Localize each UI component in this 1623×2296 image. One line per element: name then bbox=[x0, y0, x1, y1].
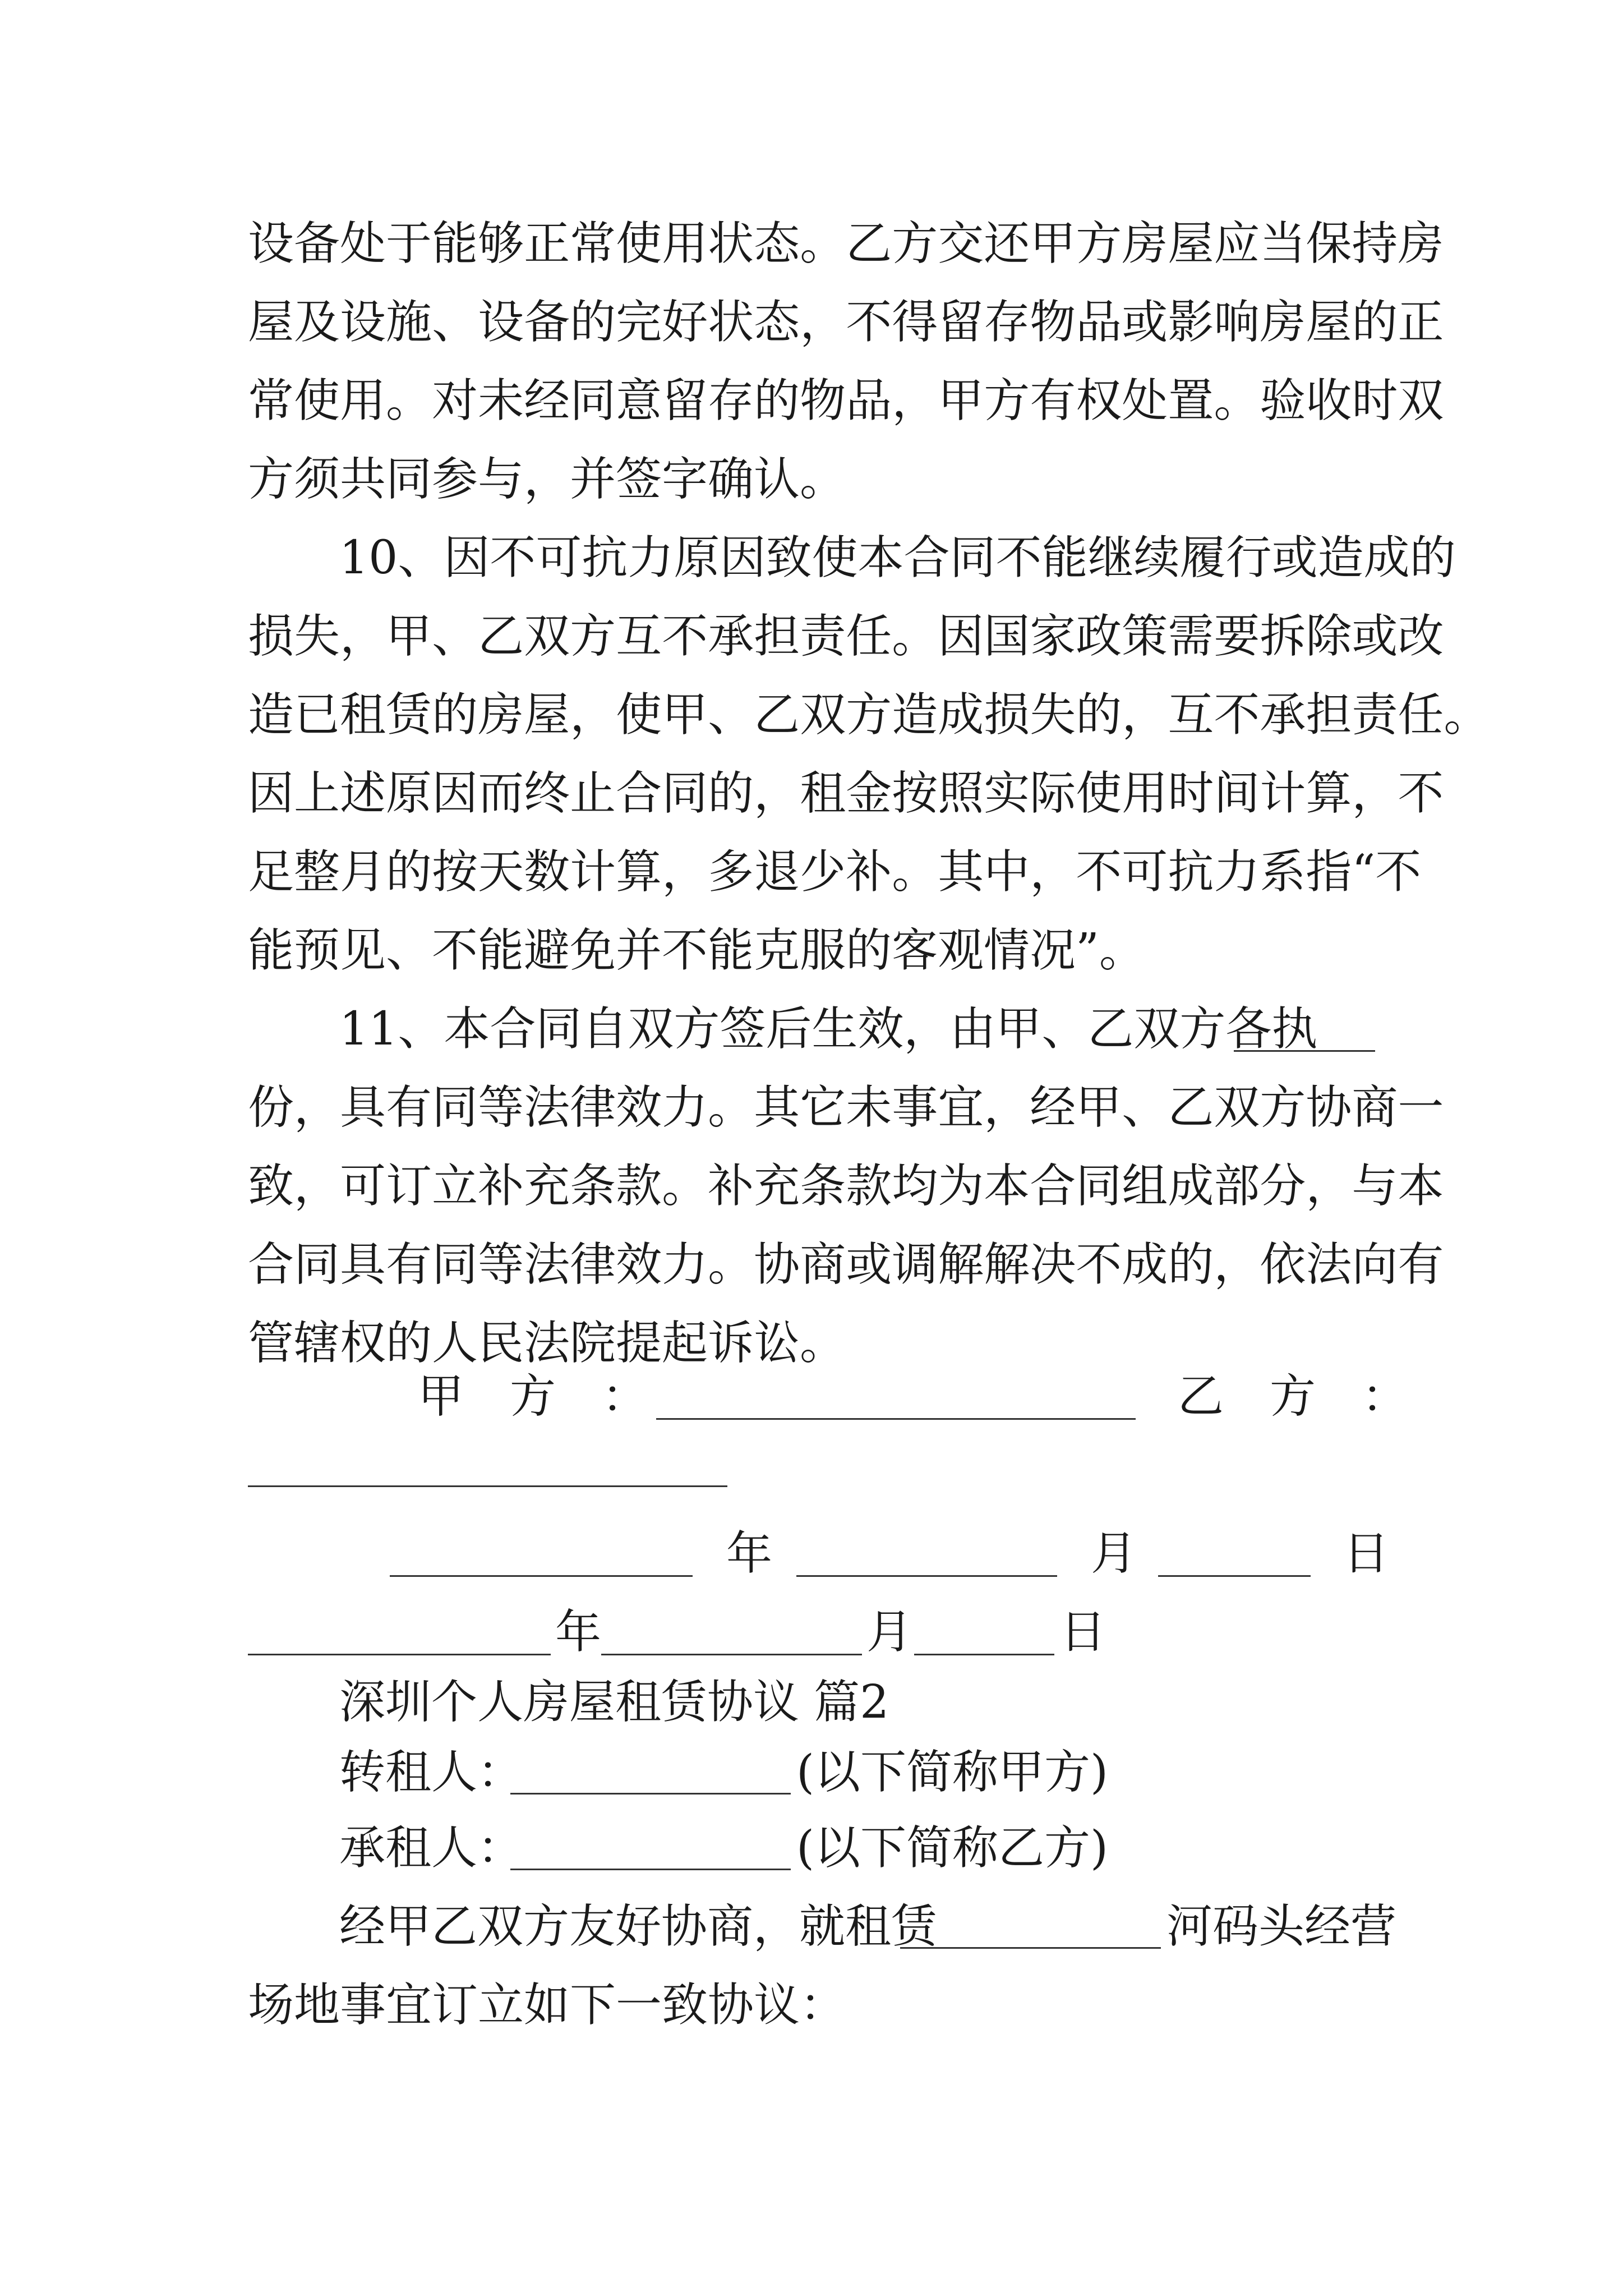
party-b-blank bbox=[248, 1485, 727, 1487]
date-b-year: 年 bbox=[555, 1605, 602, 1659]
copies-blank bbox=[1234, 1050, 1375, 1052]
party-b-label: 乙 方 ： bbox=[1178, 1370, 1408, 1423]
clause-9-line-2: 屋 及 设 施 、 设 备 的 完 好 状 态 ， 不 得 留 存 物 品 或 影 响 房 屋 的 正 bbox=[248, 296, 1444, 349]
date-a-day: 日 bbox=[1343, 1527, 1390, 1580]
clause-11-line-1: 11、本合同自双方签后生效，由甲、乙双方各执 bbox=[339, 1002, 1318, 1056]
date-a-year: 年 bbox=[726, 1527, 773, 1580]
clause-9-line-1: 设 备 处 于 能 够 正 常 使 用 状 态 。 乙 方 交 还 甲 方 房 屋 应 当 保 持 房 bbox=[248, 217, 1444, 270]
clause-11-line-3: 致 ， 可 订 立 补 充 条 款 。 补 充 条 款 均 为 本 合 同 组 成 部 分 ， 与 本 bbox=[248, 1159, 1444, 1213]
clause-10-line-4: 因 上 述 原 因 而 终 止 合 同 的 ， 租 金 按 照 实 际 使 用 时 间 计 算 ， 不 bbox=[248, 767, 1444, 820]
date-a-month: 月 bbox=[1091, 1527, 1137, 1580]
intro-part-b: 河码头经营 bbox=[1166, 1900, 1397, 1953]
clause-9-line-3: 常 使 用 。 对 未 经 同 意 留 存 的 物 品 ， 甲 方 有 权 处 置 。 验 收 时 双 bbox=[248, 374, 1444, 427]
date-b-year-blank bbox=[248, 1654, 551, 1655]
date-b-day-blank bbox=[914, 1654, 1054, 1655]
date-b-month-blank bbox=[601, 1654, 862, 1655]
lessee-blank bbox=[510, 1869, 791, 1870]
sublessor-label: 转租人： bbox=[339, 1746, 524, 1799]
section-2-title: 深圳个人房屋租赁协议 篇2 bbox=[339, 1676, 889, 1729]
location-blank bbox=[900, 1947, 1161, 1949]
date-a-month-blank bbox=[796, 1575, 1057, 1577]
intro-part-a: 经甲乙双方友好协商，就租赁 bbox=[339, 1900, 938, 1953]
clause-10-line-3: 造 已 租 赁 的 房 屋 ， 使 甲 、 乙 双 方 造 成 损 失 的 ， 互 不 承 担 责 任 。 bbox=[248, 688, 1490, 742]
party-a-blank bbox=[656, 1418, 1136, 1420]
clause-10-line-6: 能预见、不能避免并不能克服的客观情况”。 bbox=[248, 924, 1145, 977]
party-a-label: 甲 方 ： bbox=[418, 1370, 648, 1423]
clause-11-line-4: 合 同 具 有 同 等 法 律 效 力 。 协 商 或 调 解 解 决 不 成 的 ， 依 法 向 有 bbox=[248, 1238, 1444, 1291]
date-a-day-blank bbox=[1158, 1575, 1311, 1577]
date-b-month: 月 bbox=[866, 1605, 913, 1659]
clause-10-line-5: 足 整 月 的 按 天 数 计 算 ， 多 退 少 补 。 其 中 ， 不 可 抗 力 系 指 “ 不 bbox=[248, 845, 1422, 899]
clause-11-line-2: 份 ， 具 有 同 等 法 律 效 力 。 其 它 未 事 宜 ， 经 甲 、 乙 双 方 协 商 一 bbox=[248, 1081, 1444, 1134]
date-a-year-blank bbox=[390, 1575, 693, 1577]
sublessor-suffix: (以下简称甲方) bbox=[796, 1746, 1108, 1799]
lessee-suffix: (以下简称乙方) bbox=[796, 1821, 1108, 1875]
clause-11-line-5: 管辖权的人民法院提起诉讼。 bbox=[248, 1317, 846, 1370]
clause-9-line-4: 方须共同参与，并签字确认。 bbox=[248, 453, 846, 506]
sublessor-blank bbox=[510, 1793, 791, 1795]
clause-10-line-1: 1 0 、 因 不 可 抗 力 原 因 致 使 本 合 同 不 能 继 续 履 行 或 造 成 的 bbox=[339, 531, 1456, 585]
intro-part-c: 场地事宜订立如下一致协议： bbox=[248, 1978, 846, 2032]
date-b-day: 日 bbox=[1060, 1605, 1106, 1659]
clause-10-line-2: 损 失 ， 甲 、 乙 双 方 互 不 承 担 责 任 。 因 国 家 政 策 需 要 拆 除 或 改 bbox=[248, 610, 1444, 663]
lessee-label: 承租人： bbox=[339, 1821, 524, 1875]
